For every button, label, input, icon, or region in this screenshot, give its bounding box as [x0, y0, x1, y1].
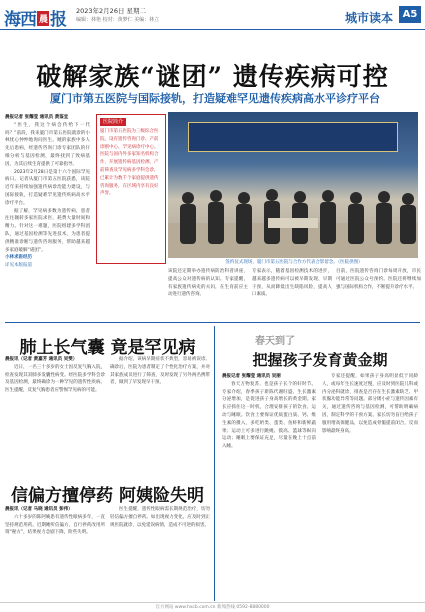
sidebar-box	[96, 114, 166, 264]
lead-tail-col1: 该院还定期举办遗传病防治科普讲座，提高公众对遗传病的认知。专家提醒，有家族遗传病史的夫妇，在生育前应主动进行遗传咨询。	[168, 269, 248, 298]
lead-byline: 晨报记者 张耀莹 通讯员 黄鉴宜	[5, 115, 69, 120]
editor-credits: 编辑：林艳 校对：黄梦仁 美编：林立	[76, 17, 160, 23]
masthead	[0, 0, 425, 30]
issue-date: 2023年2月26日 星期二	[76, 7, 147, 15]
lead-subheadline: 厦门市第五医院与国际接轨，打造疑难罕见遗传疾病高水平诊疗平台	[50, 92, 380, 105]
news-photo	[168, 112, 418, 258]
newspaper-logo	[4, 5, 66, 30]
sidebar-text: 厦门市第五医院为三级综合医院，设有遗传咨询门诊、产前诊断中心、罕见病诊疗中心。医院与国内外多家知名机构合作，开展遗传病基因检测、产前筛查及罕见病多学科会诊，已累计为数千个家庭提供遗传咨询服务，在区域内享有良好声誉。	[100, 129, 159, 197]
logo-left: 海西	[4, 10, 36, 30]
photo-stage-banner	[188, 122, 398, 152]
article3-title: 信偏方擅停药 阿姨险失明	[11, 486, 204, 506]
feature-text: 专家还提醒，如果孩子身高明显低于同龄人，或每年生长速度过慢，应及时到医院儿科或内分泌科就诊，排查是否存在生长激素缺乏、甲状腺功能异常等问题。部分矮小症与遗传因素有关，通过遗传咨询与基因检测，可帮助明确病因，制定科学的干预方案。家长切勿盲目给孩子服用增高保健品，以免造成骨骺提前闭合，反而影响最终身高。	[322, 374, 418, 434]
article2-col1	[5, 356, 105, 471]
article2-text: 据介绍，该病早期症状不典型，容易被误诊。确诊后，医院为患者制定了个性化治疗方案，并对其家族成员进行了筛查，及时发现了另外两名携带者，做到了早发现早干预。	[110, 357, 210, 386]
lead-paragraph: 据了解，罕见病多数为遗传病，患者往往辗转多家医院求医，耗费大量时间和精力。针对这一难题，医院组建多学科团队，通过基因检测等先进技术，为患者提供精准诊断与遗传咨询服务，帮助越来越多家庭破解“谜团”。	[5, 208, 90, 253]
logo-right: 报	[50, 10, 67, 30]
article2-title: 肺上长气囊 竟是罕见病	[19, 338, 196, 358]
lead-paragraph: 2023年2月28日是第十六个国际罕见病日。记者从厦门市第五医院获悉，该院近年来持续加强遗传病诊治能力建设，与国际接轨，打造疑难罕见遗传疾病高水平诊疗平台。	[5, 169, 90, 206]
feature-text: 春天万物复苏，也是孩子长个的好时节。专家介绍，春季孩子新陈代谢旺盛，生长激素分泌增加，是促进孩子身高增长的黄金期。家长应抓住这一时机，合理安排孩子的饮食、运动与睡眠。饮食上要保证优质蛋白质、钙、维生素的摄入，多吃奶类、蛋类、鱼虾和新鲜蔬果；运动上可多进行跳绳、摸高、篮球等纵向运动；睡眠上要保证充足，尽量在晚上十点前入睡。	[222, 381, 316, 450]
lead-headline: 破解家族“谜团” 遗传疾病可控	[36, 62, 389, 91]
article3-byline: 晨报讯（记者 马晓 通讯员 彭伟）	[5, 507, 73, 512]
feature-col2	[322, 373, 418, 601]
related-link-desc: 详见本版报道	[5, 263, 32, 269]
feature-kicker: 春天到了	[255, 336, 295, 347]
lead-body	[5, 114, 90, 269]
related-link-title[interactable]: 小林求医经历	[5, 255, 32, 261]
article3-col1	[5, 506, 105, 598]
page-footer: 官方网站 www.hxcb.com.cn 新闻热线 0592-8880000	[0, 602, 425, 611]
feature-col1	[222, 373, 316, 601]
article3-text: 六十多岁的陈阿姨患有遗传性眼病多年，一直坚持规范用药。近期她听信偏方，自行停药改用所谓“秘方”，结果视力急剧下降，险些失明。	[5, 514, 105, 536]
logo-seal: 晨	[37, 11, 49, 26]
lead-paragraph: “医生，我这个病会传给下一代吗？”前段，我来厦门市第五医院就诊的小林忧心忡忡地询问医生。她的家族中多人先后患病，经遗传咨询门诊专家团队的仔细分析与基因检测，最终找到了致病基因，为其后续生育提供了可靠指导。	[5, 122, 90, 167]
lead-tail-col2: 专家表示，随着基因检测技术的进步，越来越多遗传病可以被早期发现、早期干预，从而降低出生缺陷风险，提高人口素质。	[252, 269, 332, 298]
sidebar-title: 医院简介	[100, 118, 126, 126]
article2-text: 近日，一名三十多岁的女士因反复气胸入院，检查发现其双肺多发囊性病变。经医院多学科会诊及基因检测，最终确诊为一种罕见的遗传性疾病。医生提醒，反复气胸患者应警惕罕见病的可能。	[5, 364, 105, 394]
column-divider	[214, 326, 215, 601]
article2-byline: 晨报讯（记者 黄嘉芳 通讯员 吴雯）	[5, 357, 78, 362]
article3-col2	[110, 506, 210, 598]
page-number: A5	[399, 6, 421, 23]
section-title: 城市读本	[344, 11, 393, 25]
feature-title: 把握孩子发育黄金期	[252, 351, 388, 369]
section-divider	[5, 322, 420, 323]
article3-text: 医生提醒，遗传性眼病需长期规范治疗，切勿轻信偏方擅自停药。如出现视力变化，应及时到正规医院就诊，以免延误病情，造成不可逆的损害。	[110, 507, 210, 528]
article2-col2	[110, 356, 210, 471]
feature-byline: 晨报记者 张耀莹 通讯员 吴丽	[222, 374, 281, 379]
photo-caption: 签约仪式现场，厦门市第五医院与合作方代表合影留念。（医院供图）	[225, 260, 363, 265]
photo-people	[168, 168, 418, 258]
lead-tail-col3: 目前，医院遗传咨询门诊每周开放，市民可通过医院公众号预约。医院还将继续加强与国际机构合作，不断提升诊疗水平。	[336, 269, 421, 290]
